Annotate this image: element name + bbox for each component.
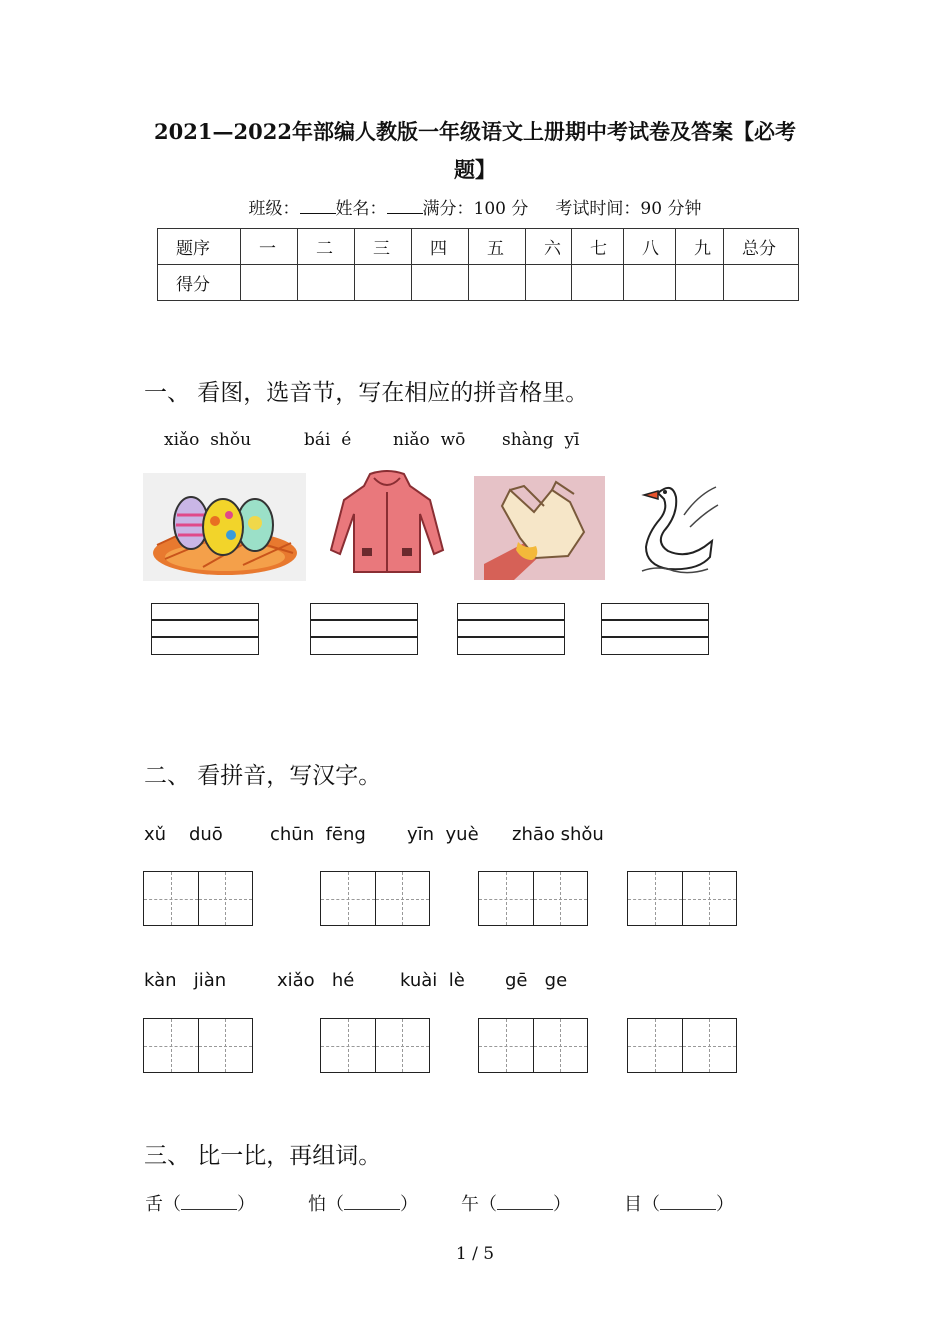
pinyin-prompt: gē ge xyxy=(505,970,568,991)
pinyin-writing-grid[interactable] xyxy=(310,603,418,655)
compare-item: 午（ ） xyxy=(461,1194,571,1215)
exam-time: 考试时间：90 分钟 xyxy=(555,199,702,219)
swan-picture xyxy=(638,475,720,575)
eggs-in-nest-picture xyxy=(143,473,306,581)
word-blank[interactable] xyxy=(497,1193,553,1210)
score-header-cell: 总分 xyxy=(724,229,799,265)
section2-heading: 二、 看拼音，写汉字。 xyxy=(144,763,382,789)
name-label: 姓名： xyxy=(335,199,387,219)
compare-char: 目 xyxy=(624,1194,642,1215)
score-header-cell: 九 xyxy=(676,229,724,265)
pinyin-prompt: zhāo shǒu xyxy=(512,824,604,845)
compare-char: 舌 xyxy=(145,1194,163,1215)
hanzi-writing-grid[interactable] xyxy=(478,1018,588,1073)
score-header-cell: 四 xyxy=(412,229,469,265)
hanzi-writing-grid[interactable] xyxy=(143,871,253,926)
score-header-cell: 六 xyxy=(526,229,572,265)
compare-item: 舌（ ） xyxy=(145,1194,255,1215)
compare-char: 怕 xyxy=(308,1194,326,1215)
class-blank[interactable] xyxy=(300,199,336,214)
compare-item: 目（ ） xyxy=(624,1194,734,1215)
score-header-cell: 五 xyxy=(469,229,526,265)
hands-picture xyxy=(474,476,605,580)
score-header-cell: 八 xyxy=(624,229,676,265)
score-row-label: 得分 xyxy=(158,265,241,301)
pinyin-prompt: kàn jiàn xyxy=(144,970,227,991)
score-header-cell: 一 xyxy=(241,229,298,265)
score-cell[interactable] xyxy=(724,265,799,301)
hanzi-writing-grid[interactable] xyxy=(478,871,588,926)
compare-char: 午 xyxy=(461,1194,479,1215)
pinyin-prompt: chūn fēng xyxy=(270,824,366,845)
exam-title-line1: 2021—2022年部编人教版一年级语文上册期中考试卷及答案【必考 xyxy=(154,119,796,144)
hanzi-writing-grid[interactable] xyxy=(320,871,430,926)
score-cell[interactable] xyxy=(676,265,724,301)
exam-title-line2: 题】 xyxy=(454,157,496,182)
hanzi-writing-grid[interactable] xyxy=(320,1018,430,1073)
pinyin-writing-grid[interactable] xyxy=(151,603,259,655)
score-header-cell: 七 xyxy=(572,229,624,265)
score-cell[interactable] xyxy=(526,265,572,301)
score-header-cell: 三 xyxy=(355,229,412,265)
word-blank[interactable] xyxy=(660,1193,716,1210)
score-cell[interactable] xyxy=(624,265,676,301)
word-blank[interactable] xyxy=(344,1193,400,1210)
coat-picture xyxy=(330,470,445,574)
exam-info-line xyxy=(0,194,950,219)
pinyin-prompt: xiǎo hé xyxy=(277,970,355,991)
section1-heading: 一、 看图，选音节，写在相应的拼音格里。 xyxy=(144,380,589,406)
score-header-cell: 题序 xyxy=(158,229,241,265)
score-cell[interactable] xyxy=(572,265,624,301)
word-blank[interactable] xyxy=(181,1193,237,1210)
pinyin-prompt: kuài lè xyxy=(400,970,465,991)
syllable-option: niǎo wō xyxy=(393,430,466,450)
score-table-header-row xyxy=(158,229,799,265)
hanzi-writing-grid[interactable] xyxy=(627,1018,737,1073)
score-header-cell: 二 xyxy=(298,229,355,265)
compare-item: 怕（ ） xyxy=(308,1194,418,1215)
score-cell[interactable] xyxy=(241,265,298,301)
pinyin-writing-grid[interactable] xyxy=(457,603,565,655)
syllable-option: bái é xyxy=(304,430,352,450)
pinyin-prompt: xǔ duō xyxy=(144,824,223,845)
syllable-option: xiǎo shǒu xyxy=(164,430,252,450)
score-table-score-row xyxy=(158,265,799,301)
score-cell[interactable] xyxy=(412,265,469,301)
score-cell[interactable] xyxy=(355,265,412,301)
score-table xyxy=(157,228,799,301)
score-cell[interactable] xyxy=(298,265,355,301)
score-cell[interactable] xyxy=(469,265,526,301)
pinyin-prompt: yīn yuè xyxy=(407,824,479,845)
pinyin-writing-grid[interactable] xyxy=(601,603,709,655)
full-score: 满分：100 分 xyxy=(422,199,529,219)
name-blank[interactable] xyxy=(387,199,423,214)
syllable-option: shàng yī xyxy=(502,430,580,450)
hanzi-writing-grid[interactable] xyxy=(627,871,737,926)
section3-heading: 三、 比一比，再组词。 xyxy=(144,1143,382,1169)
page-number: 1 / 5 xyxy=(455,1244,495,1264)
class-label: 班级： xyxy=(248,199,300,219)
hanzi-writing-grid[interactable] xyxy=(143,1018,253,1073)
